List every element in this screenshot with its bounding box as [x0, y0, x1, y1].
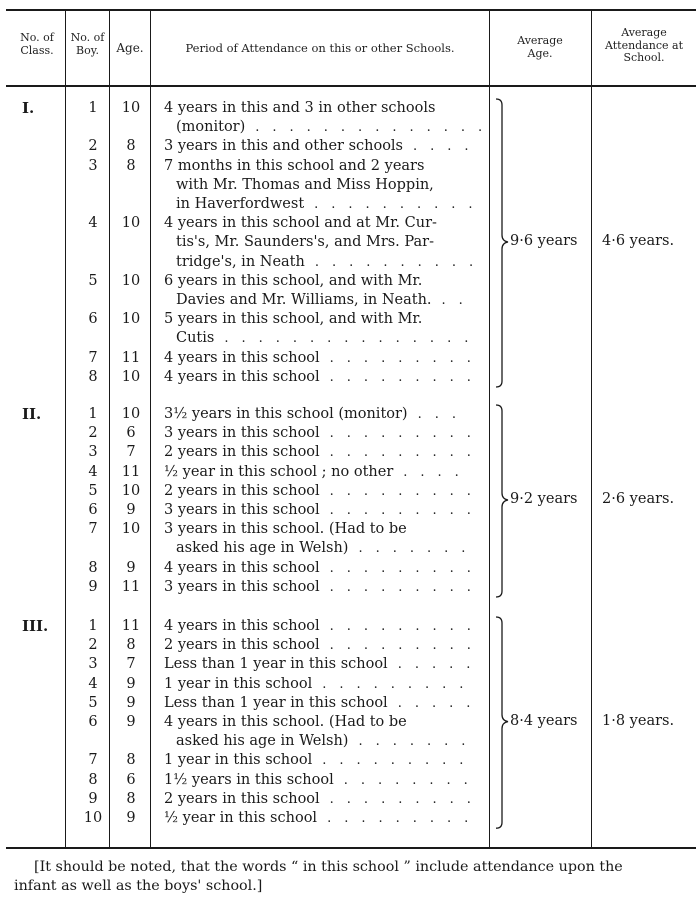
boy-number: 10 — [83, 810, 103, 826]
attendance-period: asked his age in Welsh) — [176, 540, 349, 557]
boy-age: 11 — [121, 578, 141, 595]
leader-dots: . . . . . . . . — [343, 772, 468, 788]
leader-dots: . . . . . . . . . . — [314, 197, 473, 212]
attendance-period: Davies and Mr. Williams, in Neath. — [176, 292, 432, 308]
boy-age: 11 — [121, 349, 141, 366]
attendance-period: 3 years in this school — [164, 502, 320, 518]
boy-age: 8 — [126, 790, 136, 807]
attendance-period: 5 years in this school, and with Mr. — [164, 311, 423, 328]
boy-number: 3 — [88, 656, 98, 673]
boy-number: 7 — [88, 752, 98, 769]
leader-dots: . . . . . . . . . — [327, 811, 469, 826]
class-label: II. — [22, 405, 42, 423]
attendance-period: 7 months in this school and 2 years — [164, 157, 425, 174]
leader-dots: . . . . . . . — [358, 541, 466, 557]
attendance-period: Less than 1 year in this school — [164, 656, 388, 673]
leader-dots: . . . . — [413, 139, 469, 155]
attendance-period: 3 years in this school. (Had to be — [164, 521, 407, 538]
average-age-value: 9·6 years — [510, 233, 578, 249]
header-boy-no: No. of Boy. — [70, 31, 105, 57]
leader-dots: . . . . . . . . . — [329, 503, 471, 518]
boy-age: 8 — [126, 752, 136, 769]
boy-number: 8 — [88, 559, 98, 576]
boy-number: 4 — [88, 463, 98, 480]
attendance-period: 3 years in this school — [164, 578, 320, 595]
leader-dots: . . . . . . . . . . . . . . . — [224, 331, 469, 347]
boy-age: 6 — [126, 771, 136, 788]
attendance-period: 4 years in this school. (Had to be — [164, 714, 407, 730]
leader-dots: . . . — [417, 407, 456, 422]
boy-number: 8 — [88, 771, 98, 788]
boy-age: 11 — [121, 463, 141, 480]
average-attendance-value: 4·6 years. — [602, 233, 675, 249]
leader-dots: . . . . . . . . . — [322, 676, 464, 692]
boy-number: 6 — [88, 502, 98, 518]
attendance-period: 2 years in this school — [164, 444, 320, 461]
boy-number: 4 — [88, 675, 98, 692]
boy-age: 11 — [121, 618, 141, 634]
average-age-value: 9·2 years — [510, 491, 578, 507]
boy-age: 9 — [126, 714, 136, 730]
leader-dots: . . . . . — [397, 657, 471, 673]
attendance-period: 1 year in this school — [164, 675, 313, 692]
attendance-period: in Haverfordwest — [176, 196, 305, 212]
leader-dots: . . — [441, 293, 463, 308]
boy-number: 2 — [88, 637, 98, 654]
leader-dots: . . . . . . . . . . . . . . — [255, 120, 483, 136]
leader-dots: . . . . . . . . . — [329, 426, 471, 442]
boy-age: 10 — [121, 311, 141, 328]
attendance-period: Cutis — [176, 330, 215, 347]
attendance-period: 3 years in this school — [164, 425, 320, 442]
header-average-attendance: Average Attendance at School. — [604, 26, 683, 64]
attendance-period: tridge's, in Neath — [176, 253, 305, 270]
footnote-line: [It should be noted, that the words “ in this school ” include attendance upon the — [34, 859, 623, 875]
footnote — [14, 858, 694, 896]
footnote-line: infant as well as the boys' school.] — [14, 878, 263, 894]
leader-dots: . . . . . . . . . — [329, 791, 471, 807]
boy-number: 9 — [88, 578, 98, 595]
boy-age: 6 — [126, 425, 136, 442]
boy-age: 9 — [126, 694, 136, 711]
attendance-period: 4 years in this school — [164, 559, 320, 576]
boy-number: 6 — [88, 311, 98, 328]
attendance-period: 4 years in this school and at Mr. Cur- — [164, 215, 437, 232]
header-period: Period of Attendance on this or other Schools. — [185, 41, 455, 55]
boy-number: 1 — [88, 406, 98, 422]
attendance-period: (monitor) — [176, 119, 246, 136]
column-divider — [489, 11, 490, 847]
attendance-period: 4 years in this school — [164, 618, 320, 634]
leader-dots: . . . . . . . . . . — [314, 254, 474, 270]
attendance-period: asked his age in Welsh) — [176, 733, 349, 750]
group-brace — [494, 403, 510, 599]
boy-age: 8 — [126, 138, 136, 155]
boy-number: 5 — [88, 694, 98, 711]
boy-age: 9 — [126, 810, 136, 826]
attendance-period: 3 years in this and other schools — [164, 138, 404, 155]
boy-number: 3 — [88, 157, 98, 174]
boy-age: 10 — [121, 521, 141, 538]
leader-dots: . . . . . . . . . — [329, 619, 471, 634]
average-attendance-value: 1·8 years. — [602, 712, 675, 729]
boy-number: 3 — [88, 444, 98, 461]
boy-number: 9 — [88, 790, 98, 807]
column-divider — [65, 11, 66, 847]
header-class-no: No. of Class. — [20, 31, 54, 57]
leader-dots: . . . . . . . . . — [329, 445, 471, 461]
boy-number: 6 — [88, 714, 98, 730]
leader-dots: . . . . . . . . . — [329, 369, 471, 385]
class-label: III. — [22, 617, 49, 635]
boy-number: 2 — [88, 425, 98, 442]
boy-number: 5 — [88, 272, 98, 289]
bottom-rule — [6, 847, 696, 849]
attendance-period: 2 years in this school — [164, 637, 320, 654]
attendance-period: 4 years in this and 3 in other schools — [164, 100, 436, 116]
boy-number: 8 — [88, 368, 98, 385]
leader-dots: . . . . . . . . . — [329, 560, 471, 576]
boy-age: 9 — [126, 559, 136, 576]
attendance-period: 1½ years in this school — [164, 771, 334, 788]
boy-number: 5 — [88, 482, 98, 499]
boy-number: 1 — [88, 100, 98, 116]
leader-dots: . . . . . . . . . — [329, 483, 471, 499]
average-attendance-value: 2·6 years. — [602, 491, 675, 507]
attendance-period: ½ year in this school ; no other — [164, 463, 394, 480]
attendance-period: with Mr. Thomas and Miss Hoppin, — [176, 176, 434, 193]
boy-age: 7 — [126, 656, 136, 673]
average-age-value: 8·4 years — [510, 712, 578, 729]
group-brace — [494, 97, 510, 389]
leader-dots: . . . . . . . . . — [329, 350, 471, 366]
boy-age: 8 — [126, 157, 136, 174]
leader-dots: . . . . . — [397, 695, 471, 711]
boy-age: 10 — [121, 215, 141, 232]
attendance-period: Less than 1 year in this school — [164, 694, 388, 711]
column-divider — [150, 11, 151, 847]
boy-age: 10 — [121, 272, 141, 289]
boy-age: 8 — [126, 637, 136, 654]
header-age: Age. — [116, 41, 144, 55]
boy-age: 10 — [121, 482, 141, 499]
attendance-period: 3½ years in this school (monitor) — [164, 406, 408, 422]
boy-age: 7 — [126, 444, 136, 461]
boy-number: 4 — [88, 215, 98, 232]
attendance-period: tis's, Mr. Saunders's, and Mrs. Par- — [176, 234, 434, 251]
boy-age: 9 — [126, 675, 136, 692]
group-brace — [494, 615, 510, 830]
attendance-period: 4 years in this school — [164, 349, 320, 366]
header-average-age: Average Age. — [517, 34, 563, 60]
attendance-period: 4 years in this school — [164, 368, 320, 385]
attendance-period: ½ year in this school — [164, 810, 318, 826]
boy-number: 7 — [88, 349, 98, 366]
boy-number: 7 — [88, 521, 98, 538]
leader-dots: . . . . . . . . . — [329, 638, 471, 654]
boy-age: 9 — [126, 502, 136, 518]
leader-dots: . . . . . . . . . — [329, 579, 471, 595]
boy-age: 10 — [121, 406, 141, 422]
class-label: I. — [22, 99, 35, 117]
attendance-period: 2 years in this school — [164, 790, 320, 807]
boy-number: 2 — [88, 138, 98, 155]
column-divider — [591, 11, 592, 847]
attendance-period: 1 year in this school — [164, 752, 313, 769]
attendance-period: 6 years in this school, and with Mr. — [164, 272, 423, 289]
boy-age: 10 — [121, 100, 141, 116]
attendance-period: 2 years in this school — [164, 482, 320, 499]
boy-number: 1 — [88, 618, 98, 634]
boy-age: 10 — [121, 368, 141, 385]
leader-dots: . . . . . . . — [358, 734, 466, 750]
leader-dots: . . . . — [403, 464, 459, 480]
leader-dots: . . . . . . . . . — [322, 753, 464, 769]
